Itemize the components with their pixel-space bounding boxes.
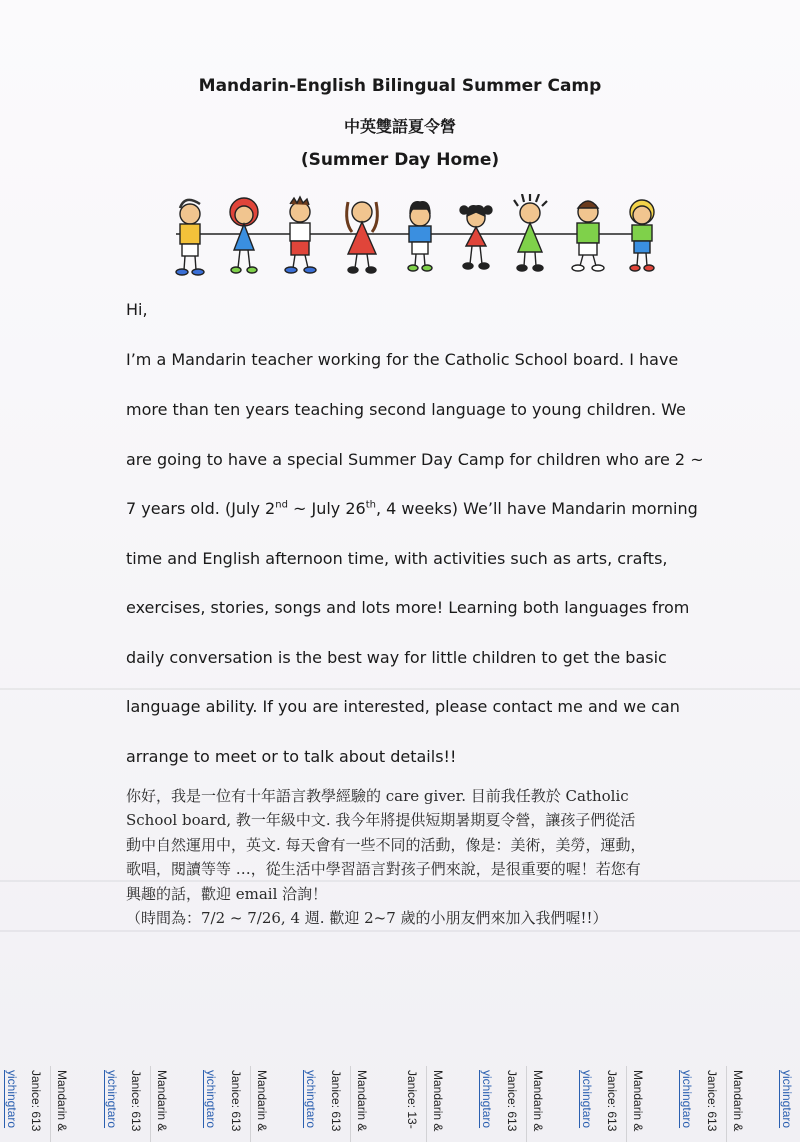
children-holding-hands-icon (158, 194, 670, 278)
paper-fold-line (0, 688, 800, 690)
flyer-subtitle: (Summer Day Home) (300, 150, 500, 170)
camp-title-text: Mandarin & (255, 1070, 269, 1132)
camp-title-text: Mandarin & (431, 1070, 445, 1132)
email-link[interactable]: yichingtaro (5, 1070, 19, 1129)
phone-text: Janice: 613 (129, 1070, 143, 1132)
phone-text: Janice: 613 (605, 1070, 619, 1132)
tear-off-tab[interactable] (426, 1066, 526, 1142)
letter-greeting: Hi, (126, 300, 148, 319)
phone-text: Janice: 13- (405, 1070, 419, 1129)
paper-fold-line (0, 880, 800, 882)
email-link[interactable]: yichingtaro (304, 1070, 318, 1129)
chinese-note-line: School board, 教一年級中文. 我今年將提供短期暑期夏令營，讓孩子們從活 (126, 811, 636, 829)
chinese-note-line: 動中自然運用中，英文. 每天會有一些不同的活動，像是：美術，美勞，運動， (126, 836, 646, 854)
camp-title-text: Mandarin & (531, 1070, 545, 1132)
letter-line: language ability. If you are interested, please contact me and we can (126, 697, 680, 716)
tear-off-contact-tabs (0, 1066, 800, 1142)
email-link[interactable]: yichingtaro (105, 1070, 119, 1129)
camp-title-text: Mandarin & (155, 1070, 169, 1132)
phone-text: Janice: 613 (505, 1070, 519, 1132)
chinese-note-line: （時間為：7/2 ~ 7/26, 4 週. 歡迎 2~7 歲的小朋友們來加入我們喔!!） (126, 909, 608, 927)
camp-title-text: Mandarin & (55, 1070, 69, 1132)
camp-title-text: Mandarin & (731, 1070, 745, 1132)
letter-text: ~ July 26 (287, 499, 366, 518)
chinese-note-line: 你好，我是一位有十年語言教學經驗的 care giver. 目前我任教於 Catholic (126, 787, 629, 805)
letter-line: are going to have a special Summer Day Camp for children who are 2 ~ (126, 450, 704, 469)
letter-line: exercises, stories, songs and lots more! Learning both languages from (126, 598, 690, 617)
ordinal-suffix: nd (275, 499, 288, 511)
tear-off-tab[interactable] (526, 1066, 626, 1142)
letter-text: 7 years old. (July 2 (126, 499, 276, 518)
phone-text: Janice: 613 (329, 1070, 343, 1132)
tear-off-tab[interactable] (0, 1066, 50, 1142)
camp-title-text: Mandarin & (631, 1070, 645, 1132)
email-link[interactable]: yichingtaro (680, 1070, 694, 1129)
paper-fold-line (0, 930, 800, 932)
letter-line: more than ten years teaching second language to young children. We (126, 400, 686, 419)
letter-line: daily conversation is the best way for little children to get the basic (126, 648, 667, 667)
flyer-title: Mandarin-English Bilingual Summer Camp (198, 76, 602, 96)
tear-off-tab[interactable] (726, 1066, 800, 1142)
flyer-title-chinese: 中英雙語夏令營 (343, 117, 456, 136)
chinese-note-line: 興趣的話，歡迎 email 洽詢！ (126, 885, 328, 903)
letter-line: I’m a Mandarin teacher working for the Catholic School board. I have (126, 350, 679, 369)
tear-off-tab[interactable] (350, 1066, 426, 1142)
letter-text: , 4 weeks) We’ll have Mandarin morning (375, 499, 698, 518)
phone-text: Janice: 613 (705, 1070, 719, 1132)
tear-off-tab[interactable] (150, 1066, 250, 1142)
phone-text: Janice: 613 (229, 1070, 243, 1132)
letter-line: arrange to meet or to talk about details!! (126, 747, 457, 766)
email-link[interactable]: yichingtaro (780, 1070, 794, 1129)
chinese-note-line: 歌唱，閱讀等等 …，從生活中學習語言對孩子們來說，是很重要的喔！若您有 (126, 860, 641, 878)
letter-line-dates (126, 499, 698, 518)
tear-off-tab[interactable] (50, 1066, 150, 1142)
tear-off-tab[interactable] (250, 1066, 350, 1142)
camp-title-text: Mandarin & (355, 1070, 369, 1132)
phone-text: Janice: 613 (29, 1070, 43, 1132)
email-link[interactable]: yichingtaro (204, 1070, 218, 1129)
ordinal-suffix: th (365, 499, 376, 511)
letter-line: time and English afternoon time, with activities such as arts, crafts, (126, 549, 668, 568)
email-link[interactable]: yichingtaro (580, 1070, 594, 1129)
tear-off-tab[interactable] (626, 1066, 726, 1142)
email-link[interactable]: yichingtaro (480, 1070, 494, 1129)
